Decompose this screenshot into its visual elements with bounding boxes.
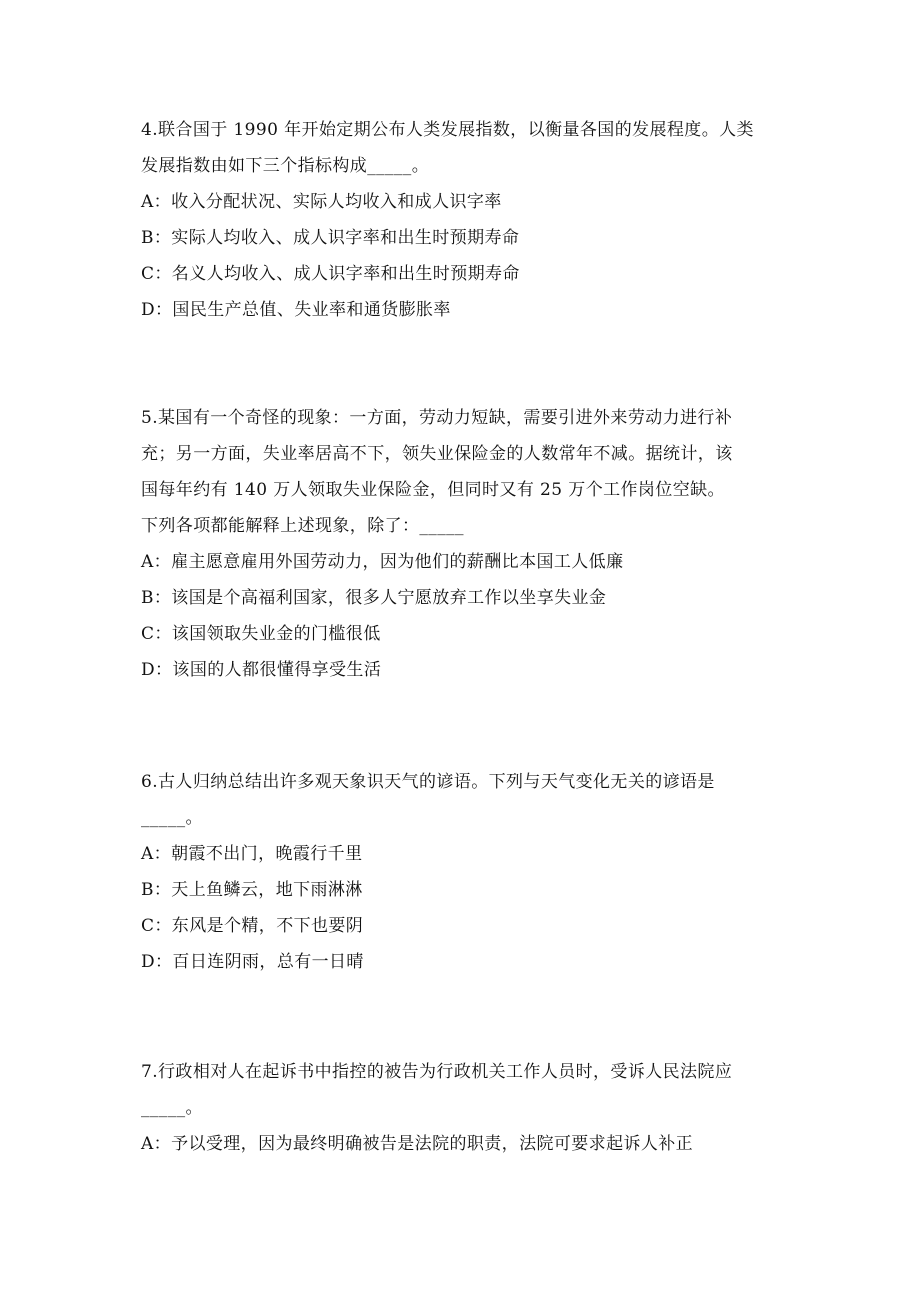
question-stem-line: _____。 (141, 1098, 203, 1118)
question-stem-line: 4.联合国于 1990 年开始定期公布人类发展指数，以衡量各国的发展程度。人类 (141, 120, 754, 140)
question-stem-line: 发展指数由如下三个指标构成_____。 (141, 156, 430, 176)
question-stem-line: 5.某国有一个奇怪的现象：一方面，劳动力短缺，需要引进外来劳动力进行补 (141, 408, 733, 428)
option-c: C：名义人均收入、成人识字率和出生时预期寿命 (141, 264, 520, 284)
option-a: A：收入分配状况、实际人均收入和成人识字率 (141, 192, 502, 212)
question-5 (141, 400, 791, 688)
question-stem-line: 国每年约有 140 万人领取失业保险金，但同时又有 25 万个工作岗位空缺。 (141, 480, 725, 500)
question-stem-line: 充；另一方面，失业率居高不下，领失业保险金的人数常年不减。据统计，该 (141, 444, 733, 464)
option-d: D：该国的人都很懂得享受生活 (141, 660, 382, 680)
option-d: D：国民生产总值、失业率和通货膨胀率 (141, 300, 451, 320)
option-b: B：天上鱼鳞云，地下雨淋淋 (141, 880, 363, 900)
option-d: D：百日连阴雨，总有一日晴 (141, 952, 364, 972)
question-stem-line: 下列各项都能解释上述现象，除了：_____ (141, 516, 464, 536)
option-c: C：该国领取失业金的门槛很低 (141, 624, 381, 644)
question-stem-line: _____。 (141, 808, 203, 828)
option-a: A：雇主愿意雇用外国劳动力，因为他们的薪酬比本国工人低廉 (141, 552, 624, 572)
question-4 (141, 112, 791, 328)
option-c: C：东风是个精，不下也要阴 (141, 916, 364, 936)
question-stem-line: 7.行政相对人在起诉书中指控的被告为行政机关工作人员时，受诉人民法院应 (141, 1062, 733, 1082)
option-b: B：实际人均收入、成人识字率和出生时预期寿命 (141, 228, 520, 248)
question-stem-line: 6.古人归纳总结出许多观天象识天气的谚语。下列与天气变化无关的谚语是 (141, 772, 715, 792)
option-a: A：朝霞不出门，晚霞行千里 (141, 844, 363, 864)
option-a: A：予以受理，因为最终明确被告是法院的职责，法院可要求起诉人补正 (141, 1134, 694, 1154)
question-7 (141, 1054, 791, 1162)
option-b: B：该国是个高福利国家，很多人宁愿放弃工作以坐享失业金 (141, 588, 607, 608)
question-6 (141, 764, 791, 980)
